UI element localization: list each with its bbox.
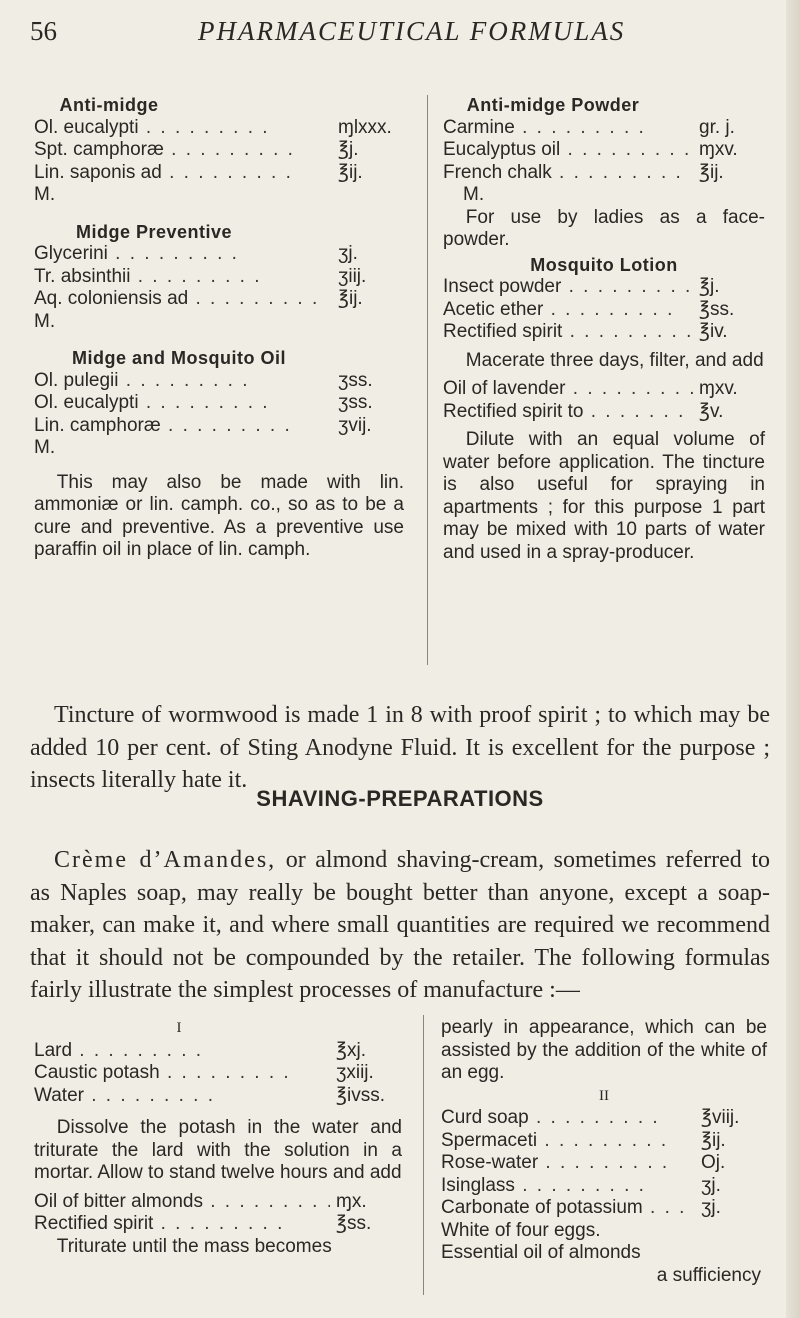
column-divider-bottom	[423, 1015, 424, 1295]
recipe-row: Caustic potash . . ʒxiij.	[34, 1062, 402, 1085]
shaving-intro-paragraph: Crème d’Amandes, or almond shaving-cream, sometimes referred to as Naples soap, may really be bought better than anyone, except a soap-maker, can make it, and where small quantities are required we recommend that it should not be compounded by the retailer. The following formulas fairly illustrate the simplest processes of manufacture :—	[30, 847, 771, 1003]
recipe-row: Spermaceti . . ℥ij.	[441, 1130, 767, 1153]
recipe-row: Oil of bitter almonds . . ɱx.	[34, 1191, 402, 1214]
recipe-row: Insect powder . . ℥j.	[443, 276, 765, 299]
misce-label: M.	[34, 437, 56, 458]
column-divider-top	[427, 95, 428, 665]
formula-i	[34, 1017, 402, 1258]
recipe-row: Lin. camphoræ . . ʒvij.	[34, 415, 404, 438]
lotion-note-paragraph: Dilute with an equal volume of water before application. The tincture is also useful for spraying in apartments ; for this purpose 1 part may be mixed with 10 parts of water and used in a spray-producer.	[443, 429, 765, 563]
recipe-row: Aq. coloniensis ad . . ℥ij.	[34, 288, 404, 311]
recipe-row: Eucalyptus oil . . ɱxv.	[443, 139, 765, 162]
misce-label: M.	[463, 184, 485, 205]
recipe-row: Acetic ether . . ℥ss.	[443, 299, 765, 322]
formula-ii	[441, 1017, 767, 1287]
midge-mosquito-oil-title: Midge and Mosquito Oil	[72, 348, 286, 368]
formula-i-numeral: I	[176, 1020, 182, 1036]
recipe-row: Oil of lavender . . ɱxv.	[443, 378, 765, 401]
egg-white-line: White of four eggs.	[441, 1219, 601, 1241]
powder-note: For use by ladies as a face-powder.	[443, 206, 765, 250]
misce-label: M.	[34, 184, 56, 205]
macerate-instruction: Macerate three days, filter, and add	[465, 349, 764, 371]
right-column-top	[443, 94, 765, 564]
recipe-row: Glycerini . . ʒj.	[34, 243, 404, 266]
wormwood-paragraph: Tincture of wormwood is made 1 in 8 with proof spirit ; to which may be added 10 per cent. of Sting Anodyne Fluid. It is excellent for the purpose ; insects literally hate it.	[30, 702, 770, 793]
left-column-top	[34, 94, 404, 562]
page-number: 56	[30, 16, 57, 46]
recipe-row: Tr. absinthii . . ʒiij.	[34, 266, 404, 289]
formula-i-instructions: Dissolve the potash in the water and triturate the lard with the solution in a mortar. Allow to stand twelve hours and add	[34, 1117, 402, 1183]
essential-oil-line: Essential oil of almonds	[441, 1242, 641, 1263]
anti-midge-title: Anti-midge	[59, 95, 159, 115]
page-edge-shadow	[786, 0, 800, 1318]
recipe-row: Lard . . ℥xj.	[34, 1040, 402, 1063]
formula-ii-numeral: II	[599, 1087, 609, 1104]
recipe-row: French chalk . . ℥ij.	[443, 162, 765, 185]
recipe-row: Rectified spirit . . ℥iv.	[443, 321, 765, 344]
formula-i-continuation: pearly in appearance, which can be assisted by the addition of the white of an egg.	[441, 1017, 767, 1083]
recipe-row: Spt. camphoræ . . ℥j.	[34, 139, 404, 162]
recipe-row: Rectified spirit to . . ℥v.	[443, 401, 765, 424]
sufficiency-line: a sufficiency	[656, 1264, 761, 1286]
recipe-row: Rose-water . . Oj.	[441, 1152, 767, 1175]
creme-amandes-term: Crème d’Amandes,	[54, 847, 277, 873]
formula-i-end: Triturate until the mass becomes	[56, 1235, 332, 1257]
running-title: PHARMACEUTICAL FORMULAS	[198, 16, 626, 46]
recipe-row: Ol. pulegii . . ʒss.	[34, 370, 404, 393]
recipe-row: Ol. eucalypti . . ʒss.	[34, 392, 404, 415]
mosquito-lotion-title: Mosquito Lotion	[530, 254, 678, 275]
recipe-row: Isinglass . . ʒj.	[441, 1175, 767, 1198]
recipe-row: Carbonate of potassium . . ʒj.	[441, 1197, 767, 1220]
recipe-row: Rectified spirit . . ℥ss.	[34, 1213, 402, 1236]
misce-label: M.	[34, 310, 56, 332]
recipe-row: Curd soap . . ℥viij.	[441, 1107, 767, 1130]
recipe-row: Carmine . . gr. j.	[443, 117, 765, 140]
midge-preventive-title: Midge Preventive	[75, 221, 233, 242]
recipe-row: Ol. eucalypti . . ɱlxxx.	[34, 117, 404, 140]
recipe-row: Lin. saponis ad . . ℥ij.	[34, 162, 404, 185]
anti-midge-powder-title: Anti-midge Powder	[466, 95, 640, 115]
oil-note-paragraph: This may also be made with lin. ammoniæ or lin. camph. co., so as to be a cure and preventive. As a preventive use paraffin oil in place of lin. camph.	[34, 471, 404, 560]
shaving-heading: SHAVING-PREPARATIONS	[256, 786, 544, 811]
recipe-row: Water . . ℥ivss.	[34, 1085, 402, 1108]
page-header	[30, 16, 770, 56]
